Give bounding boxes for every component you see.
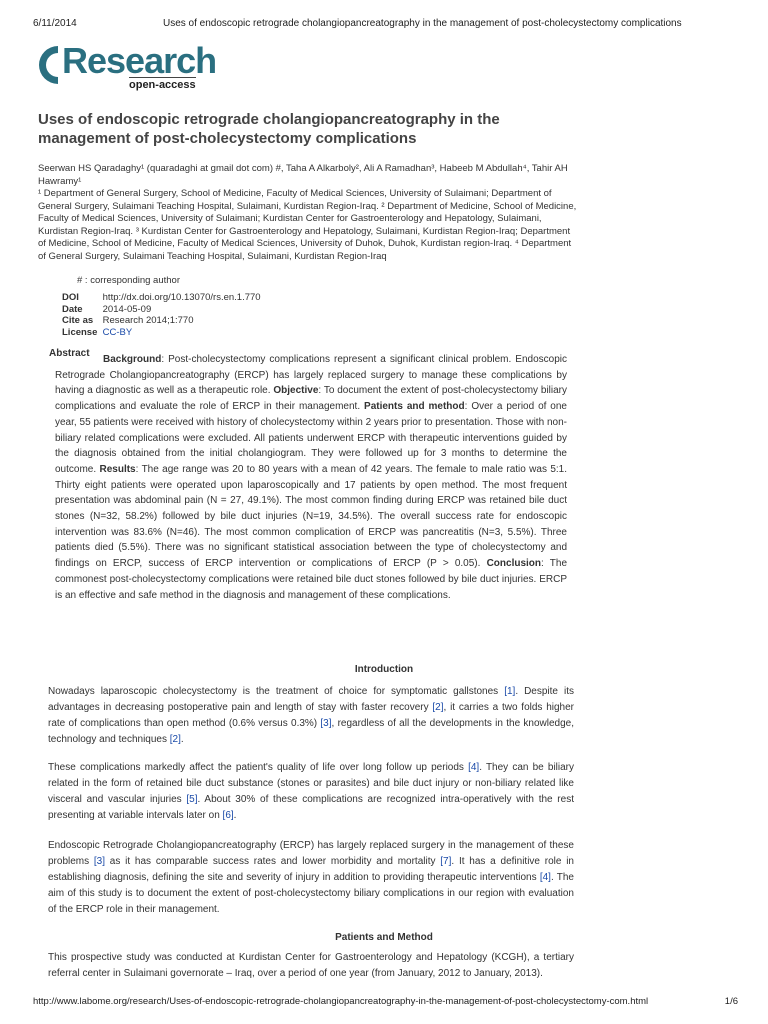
affiliations: ¹ Department of General Surgery, School of Medicine, Faculty of Medical Sciences, University of Sulaimani; Department of General Surgery, Sulaimani Teaching Hospital, Sulaimani, Kurdistan Region-Iraq. ² Department of Medicine, School of Medicine, Faculty of Medical Sciences, University of Sulaimani; Kurdistan Center for Gastroenterology and Hepatology, Sulaimani, Kurdistan Region-Iraq. ³ Kurdistan Center for Gastroenterology and Hepatology, Sulaimani, Kurdistan Region-Iraq; Department of Medicine, School of Medicine, Faculty of Medical Sciences, University of Duhok, Duhok, Kurdistan region-Iraq. ⁴ Department of General Surgery, Sulaimani Teaching Hospital, Sulaimani, Kurdistan Region-Iraq: [38, 188, 577, 262]
abstract-body: Background: Post-cholecystectomy complications represent a significant clinical problem. Endoscopic Retrograde Cholangiopancreatography (ERCP) has largely replaced surgery to manage these complications by having a diagnostic as well as a therapeutic role. Objective: To document the extent of post-cholecystectomy biliary complications and evaluate the role of ERCP in their management. Patients and method: Over a period of one year, 55 patients were received with history of cholecystectomy within 2 years prior to presentation. Those with non-biliary related complications were excluded. All patients underwent ERCP with therapeutic interventions guided by the diagnosis obtained from the initial cholangiogram. They were followed up for 3 months to determine the outcome. Results: The age range was 20 to 80 years with a mean of 42 years. The female to male ratio was 5:1. Thirty eight patients were operated upon laparoscopically and 17 patients by open method. The most frequent presentation was abdominal pain (N = 27, 49.1%). The most common finding during ERCP was retained bile duct stones (N=32, 58.2%) followed by bile duct injuries (N=19, 34.5%). The overall success rate for endoscopic intervention was 83.6% (N=46). The most common complication of ERCP was pancreatitis (N=3, 5.5%). Three patients died (5.5%). There was no significant statistical association between the type of cholecystectomy and findings on ERCP, success of ERCP intervention or complications of ERCP (P > 0.05). Conclusion: The commonest post-cholecystectomy complications were retained bile duct stones followed by bile duct injuries. ERCP is an effective and safe method in the diagnosis and management of these complications.: [55, 354, 568, 601]
intro-heading: Introduction: [354, 664, 414, 675]
logo-text: Research: [62, 40, 217, 81]
meta-cite: Cite as Research 2014;1:770: [62, 315, 194, 326]
citation-link[interactable]: [7]: [440, 856, 452, 867]
author-block: [38, 163, 578, 263]
page-url: http://www.labome.org/research/Uses-of-endoscopic-retrograde-cholangiopancreatography-in-the-management-of-post-cholecystectomy-com.html: [33, 996, 649, 1007]
author-list: Seerwan HS Qaradaghy¹ (quaradaghi at gmail dot com) #, Taha A Alkarboly², Ali A Ramadhan³, Habeeb M Abdullah⁴, Tahir AH Hawramy¹: [38, 163, 568, 187]
meta-doi: DOI http://dx.doi.org/10.13070/rs.en.1.770: [62, 292, 261, 303]
print-title: Uses of endoscopic retrograde cholangiopancreatography in the management of post-cholecystectomy complications: [163, 18, 682, 29]
article-title: Uses of endoscopic retrograde cholangiopancreatography in the management of post-cholecystectomy complications: [38, 111, 500, 147]
license-link[interactable]: CC-BY: [102, 326, 133, 338]
citation-link[interactable]: [3]: [320, 718, 332, 729]
intro-paragraph-2: These complications markedly affect the patient's quality of life over long follow up periods [4]. They can be biliary related in the form of retained bile duct substance (stones or parasites) and bile duct injury or non-biliary related like visceral and vascular injuries [5]. About 30% of these complications are recognized intra-operatively with the rest presenting at variable intervals later on [6].: [48, 762, 575, 821]
citation-link[interactable]: [1]: [504, 686, 516, 697]
citation-link[interactable]: [3]: [93, 856, 106, 867]
citation-link[interactable]: [4]: [468, 762, 480, 773]
meta-license: License CC-BY: [62, 326, 133, 338]
page-number: 1/6: [724, 996, 738, 1007]
citation-link[interactable]: [6]: [222, 810, 234, 821]
methods-heading: Patients and Method: [335, 932, 433, 943]
citation-link[interactable]: [5]: [186, 794, 198, 805]
corresponding-note: # : corresponding author: [77, 275, 180, 286]
citation-link[interactable]: [4]: [539, 872, 551, 883]
research-logo[interactable]: [38, 40, 217, 92]
intro-paragraph-1: Nowadays laparoscopic cholecystectomy is the treatment of choice for symptomatic gallstones [1]. Despite its advantages in decreasing postoperative pain and length of stay with faster recovery [2], it carries a two folds higher rate of complications than open method (0.6% versus 0.3%) [3], regardless of all the developments in the knowledge, technology and techniques [2].: [48, 686, 575, 745]
abstract-label: Abstract: [49, 348, 90, 359]
intro-paragraph-3: Endoscopic Retrograde Cholangiopancreatography (ERCP) has largely replaced surgery in the management of these problems [3] as it has comparable success rates and lower morbidity and mortality [7]. It has a definitive role in establishing diagnosis, defining the site and severity of injury in addition to providing therapeutic interventions [4]. The aim of this study is to document the extent of post-cholecystectomy biliary complications in our region with evaluation of the ERCP role in their management.: [48, 840, 574, 915]
article-meta: [62, 292, 261, 338]
logo-subtitle: open-access: [129, 79, 196, 91]
print-date: 6/11/2014: [33, 18, 77, 29]
citation-link[interactable]: [2]: [432, 702, 444, 713]
meta-date: Date 2014-05-09: [62, 303, 152, 315]
citation-link[interactable]: [2]: [169, 734, 181, 745]
methods-paragraph-1: This prospective study was conducted at Kurdistan Center for Gastroenterology and Hepatology (KCGH), a tertiary referral center in Sulaimani governorate – Iraq, over a period of one year (from January, 2012 to January, 2013).: [48, 952, 574, 979]
